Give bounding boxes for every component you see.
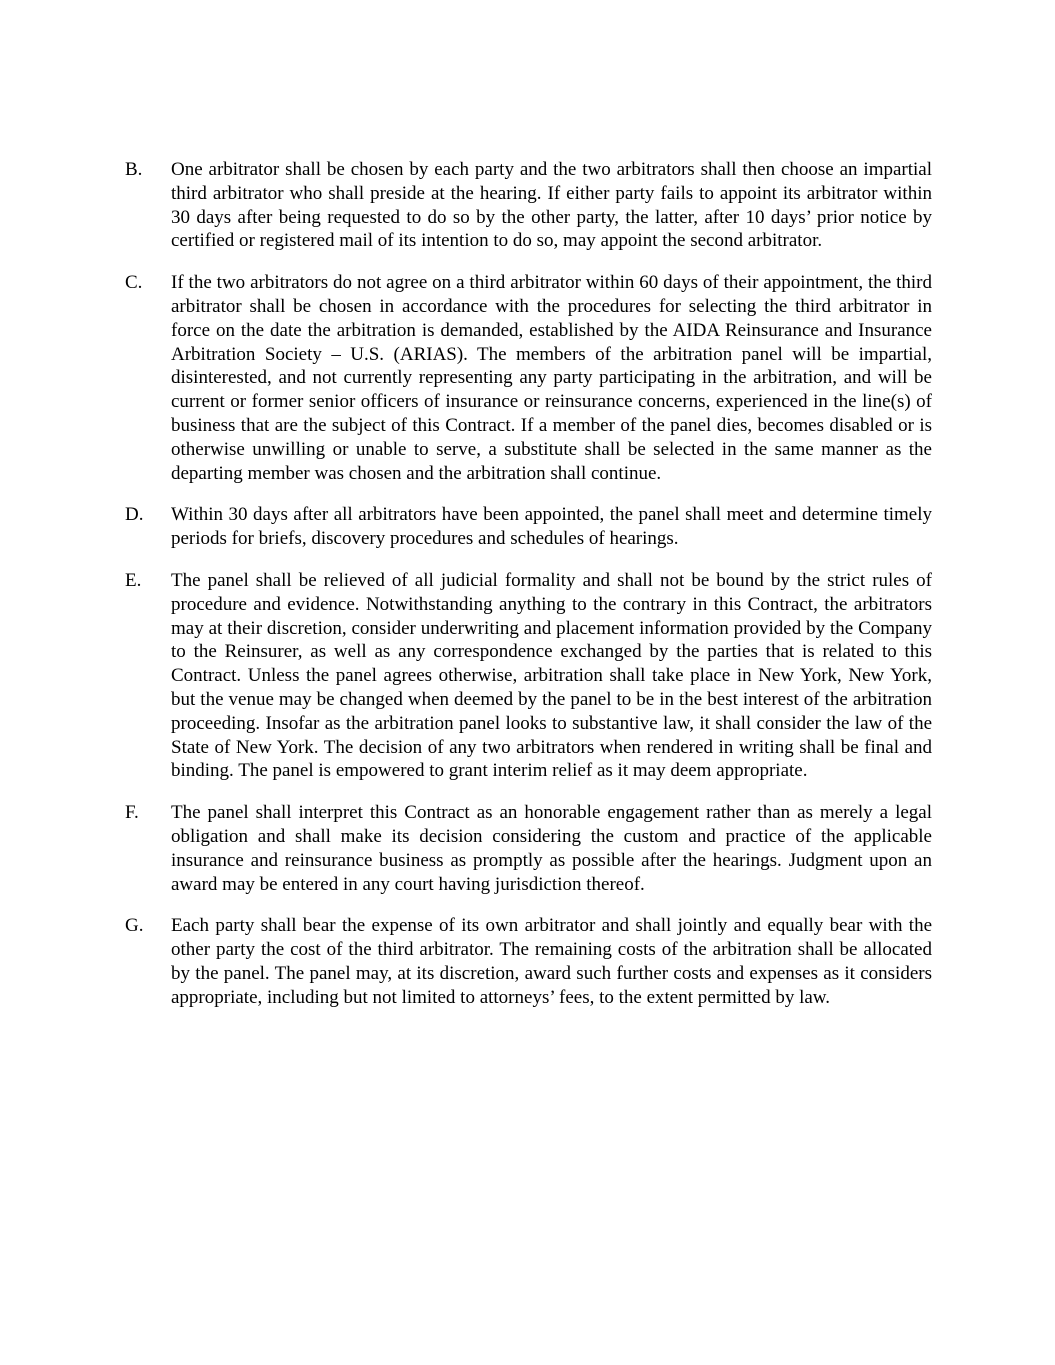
clause-letter: G. [125, 915, 144, 937]
clause-b [125, 158, 932, 253]
clause-letter: B. [125, 159, 143, 180]
clause-list [125, 158, 932, 1028]
clause-e [125, 569, 932, 783]
clause-d [125, 503, 932, 551]
clause-text: If the two arbitrators do not agree on a third arbitrator within 60 days of their appointment, the third arbitrator shall be chosen in accordance with the procedures for selecting the third arbitrator in force on the date the arbitration is demanded, established by the AIDA Reinsurance and Insurance Arbitration Society – U.S. (ARIAS). The members of the arbitration panel will be impartial, disinterested, and not currently representing any party participating in the arbitration, and will be current or former senior officers of insurance or reinsurance concerns, experienced in the line(s) of business that are the subject of this Contract. If a member of the panel dies, becomes disabled or is otherwise unwilling or unable to serve, a substitute shall be selected in the same manner as the departing member was chosen and the arbitration shall continue. [171, 272, 932, 484]
clause-f [125, 801, 932, 896]
clause-letter: F. [125, 802, 139, 824]
clause-text: Within 30 days after all arbitrators have been appointed, the panel shall meet and determine timely periods for briefs, discovery procedures and schedules of hearings. [171, 504, 932, 550]
clause-text: Each party shall bear the expense of its own arbitrator and shall jointly and equally bear with the other party the cost of the third arbitrator. The remaining costs of the arbitration shall be allocated by the panel. The panel may, at its discretion, award such further costs and expenses as it considers appropriate, including but not limited to attorneys’ fees, to the extent permitted by law. [171, 915, 932, 1008]
clause-text: The panel shall be relieved of all judicial formality and shall not be bound by the strict rules of procedure and evidence. Notwithstanding anything to the contrary in this Contract, the arbitrators may at their discretion, consider underwriting and placement information provided by the Company to the Reinsurer, as well as any correspondence exchanged by the parties that is related to this Contract. Unless the panel agrees otherwise, arbitration shall take place in New York, New York, but the venue may be changed when deemed by the panel to be in the best interest of the arbitration proceeding. Insofar as the arbitration panel looks to substantive law, it shall consider the law of the State of New York. The decision of any two arbitrators when rendered in writing shall be final and binding. The panel is empowered to grant interim relief as it may deem appropriate. [171, 569, 932, 782]
clause-c [125, 271, 932, 485]
clause-text: The panel shall interpret this Contract as an honorable engagement rather than as merely a legal obligation and shall make its decision considering the custom and practice of the applicable insurance and reinsurance business as promptly as possible after the hearings. Judgment upon an award may be entered in any court having jurisdiction thereof. [171, 802, 932, 895]
clause-letter: D. [125, 504, 144, 526]
clause-letter: E. [125, 569, 142, 591]
clause-g [125, 914, 932, 1009]
clause-text: One arbitrator shall be chosen by each party and the two arbitrators shall then choose an impartial third arbitrator who shall preside at the hearing. If either party fails to appoint its arbitrator within 30 days after being requested to do so by the other party, the latter, after 10 days’ prior notice by certified or registered mail of its intention to do so, may appoint the second arbitrator. [171, 159, 932, 252]
clause-letter: C. [125, 272, 143, 294]
